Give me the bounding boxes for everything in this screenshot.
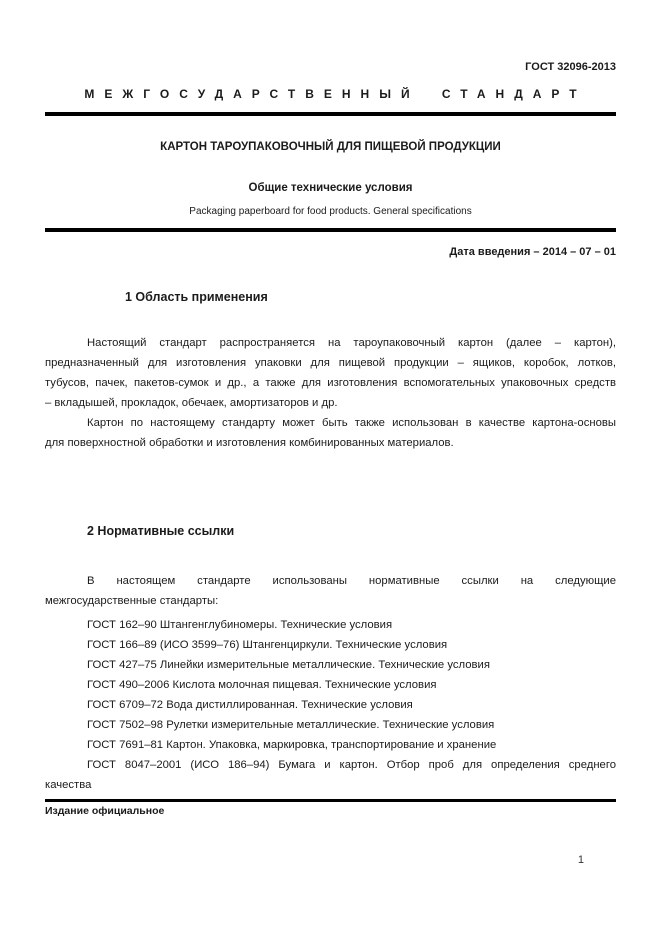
reference-line: ГОСТ 7502–98 Рулетки измерительные металлические. Технические условия xyxy=(87,719,495,731)
reference-line: ГОСТ 6709–72 Вода дистиллированная. Технические условия xyxy=(87,699,413,711)
section-1-heading: 1 Область применения xyxy=(125,290,268,304)
section-2-heading: 2 Нормативные ссылки xyxy=(87,524,235,538)
reference-line: ГОСТ 7691–81 Картон. Упаковка, маркировка, транспортирование и хранение xyxy=(87,739,497,751)
reference-line: ГОСТ 427–75 Линейки измерительные металлические. Технические условия xyxy=(87,659,490,671)
paragraph-line: предназначенный для изготовления упаковки для пищевой продукции – ящиков, коробок, лотков, xyxy=(45,357,616,369)
document-title: КАРТОН ТАРОУПАКОВОЧНЫЙ ДЛЯ ПИЩЕВОЙ ПРОДУКЦИИ xyxy=(160,141,501,153)
doc-number: ГОСТ 32096-2013 xyxy=(525,61,616,73)
paragraph-line: Настоящий стандарт распространяется на тароупаковочный картон (далее – картон), xyxy=(87,337,616,349)
section-1-paragraph-2 xyxy=(45,413,616,453)
reference-line: ГОСТ 162–90 Штангенглубиномеры. Технические условия xyxy=(87,619,393,631)
paragraph-line: Картон по настоящему стандарту может быть также использован в качестве картона-основы xyxy=(87,417,616,429)
horizontal-rule-footer xyxy=(45,799,616,802)
reference-line: ГОСТ 490–2006 Кислота молочная пищевая. Технические условия xyxy=(87,679,437,691)
reference-line-continuation: качества xyxy=(45,779,92,791)
paragraph-line: для поверхностной обработки и изготовления комбинированных материалов. xyxy=(45,437,454,449)
paragraph-line: межгосударственные стандарты: xyxy=(45,595,219,607)
section-1-paragraph-1 xyxy=(45,333,616,413)
standard-type-label: МЕЖГОСУДАРСТВЕННЫЙ СТАНДАРТ xyxy=(84,87,587,101)
paragraph-line: В настоящем стандарте использованы нормативные ссылки на следующие xyxy=(87,575,616,587)
section-2-paragraph-1 xyxy=(45,571,616,611)
paragraph-line: тубусов, пачек, пакетов-сумок и др., а также для изготовления вспомогательных упаковочных средств xyxy=(45,377,616,389)
page-number: 1 xyxy=(577,854,584,866)
edition-note: Издание официальное xyxy=(45,805,165,817)
horizontal-rule-title xyxy=(45,228,616,232)
reference-line: ГОСТ 8047–2001 (ИСО 186–94) Бумага и картон. Отбор проб для определения среднего xyxy=(87,759,616,771)
reference-line: ГОСТ 166–89 (ИСО 3599–76) Штангенциркули. Технические условия xyxy=(87,639,448,651)
normative-references-list xyxy=(45,615,616,795)
document-subtitle: Общие технические условия xyxy=(248,182,413,194)
document-subtitle-english: Packaging paperboard for food products. General specifications xyxy=(189,206,472,217)
horizontal-rule-top xyxy=(45,112,616,116)
paragraph-line: – вкладышей, прокладок, обечаек, амортизаторов и др. xyxy=(45,397,338,409)
introduction-date: Дата введения – 2014 – 07 – 01 xyxy=(449,246,616,258)
